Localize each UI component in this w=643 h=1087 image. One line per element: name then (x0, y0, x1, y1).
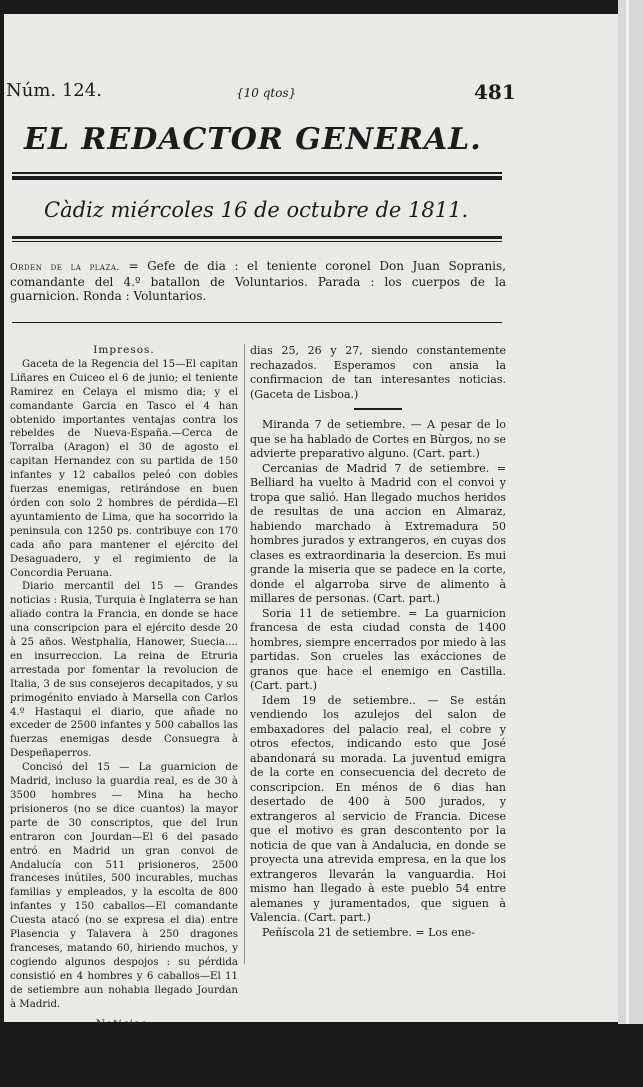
cercanias-madrid-paragraph: Cercanias de Madrid 7 de setiembre. = Belliard ha vuelto à Madrid con el convoi y tropa que salió. Han llegado muchos heridos de resultas de una accion en Almaraz, habiendo marchado à Extremadura 50 hombres jurados y extrangeros, en cuyas dos clases es extraordinaria la desercion. Es mui grande la miseria que se padece en la corte, donde el algarroba sirve de alimento à millares de personas. (Cart. part.) (250, 461, 506, 605)
page-number: 481 (474, 80, 516, 104)
conciso-paragraph: Concisó del 15 — La guarnicion de Madrid, incluso la guardia real, es de 30 à 3500 hombres — Mina ha hecho prisioneros (no se dice cuantos) la mayor parte de 30 conscriptos, que del Irun entraron con Jourdan—El 6 del pasado entró en Madrid un gran convoi de Andalucía con 511 prisioneros, 2500 franceses inútiles, 500 incurables, muchas familias y empleados, y la escolta de 800 infantes y 150 caballos—El comandante Cuesta atacó (no se expresa el dia) entre Plasencia y Talavera à 250 dragones franceses, matando 60, hiriendo muchos, y cogiendo algunos despojos : su pérdida consistió en 4 hombres y 6 caballos—El 11 de setiembre aun nohabia llegado Jourdan à Madrid. (10, 762, 238, 1010)
masthead-rule-thick (12, 176, 502, 180)
section-rule (12, 322, 502, 323)
orden-text: = Gefe de dia : el teniente coronel Don Juan Sopranis, comandante del 4.º batallon de Voluntarios. Parada : los cuerpos de la guarnicion. Ronda : Voluntarios. (10, 259, 506, 303)
scan-edge-highlight (626, 0, 629, 1024)
price-note: {10 qtos} (236, 86, 297, 100)
scan-edge (618, 0, 643, 1024)
lisboa-paragraph: Lisboa 5 de octubre. = Se han recibido cartas de Fuente Guinaldo y Quadrazaes, fechas del 25 y 29 de setiembre, en que se refiere haber atacado los enemigos en los (10, 1032, 238, 1086)
orden-de-la-plaza (10, 259, 506, 303)
gaceta-regencia-paragraph: Gaceta de la Regencia del 15—El capitan Liñares en Cuiceo el 6 de junio; el teniente Ramirez en Celaya el mismo dia; y el comandante Garcia en Tasco el 4 han obtenido importantes ventajas contra los rebeldes de Nueva-España.—Cerca de Torralba (Aragon) el 30 de agosto el capitan Hernandez con su partida de 150 infantes y 12 caballos peleó con dobles fuerzas enemigas, retirándose en buen órden con solo 2 hombres de pérdida—El ayuntamiento de Lima, que ha socorrido la peninsula con 1250 ps. contribuye con 170 cada año para mantener el ejército del Desaguadero, y el regimiento de la Concordia Peruana. (10, 358, 238, 579)
dateline-rule-thin (12, 241, 502, 242)
impresos-heading: Impresos. (93, 344, 155, 356)
peniscola-paragraph: Peñíscola 21 de setiembre. = Los ene- (262, 925, 476, 939)
noticias-heading: Noticias. (95, 1017, 153, 1030)
soria-paragraph: Soria 11 de setiembre. = La guarnicion francesa de esta ciudad consta de 1400 hombres, siempre encerrados por miedo à las partidas. Son crueles las exácciones de granos que hace el enemigo en Castilla. (Cart. part.) (250, 606, 506, 692)
idem-paragraph: Idem 19 de setiembre.. — Se están vendiendo los azulejos del salon de embaxadores del palacio real, el cobre y otros efectos, indicando esto que José abandonará su morada. La juventud emigra de la corte en consecuencia del decreto de conscripcion. En ménos de 6 dias han desertado de 400 à 500 jurados, y extrangeros al servicio de Francia. Dicese que el motivo es gran descontento por la noticia de que van à Andalucia, en donde se proyecta una atrevida empresa, en la que los extrangeros llevarán la vanguardia. Hoi mismo han llegado à este pueblo 54 entre alemanes y juramentados, que siguen à Valencia. (Cart. part.) (250, 693, 506, 924)
left-column (10, 344, 238, 1087)
masthead-title: EL REDACTOR GENERAL. (24, 122, 482, 157)
right-column (250, 344, 506, 940)
orden-label: Orden de la plaza. (10, 262, 120, 273)
miranda-paragraph: Miranda 7 de setiembre. — A pesar de lo que se ha hablado de Cortes en Bùrgos, no se advierte preparativo alguno. (Cart. part.) (250, 418, 506, 460)
column-divider (244, 344, 245, 964)
issue-number: Núm. 124. (6, 80, 102, 101)
lisboa-continuation: dias 25, 26 y 27, siendo constantemente rechazados. Esperamos con ansia la confirmacion de tan interesantes noticias. (Gaceta de Lisboa.) (250, 344, 506, 401)
masthead-rule-thin (12, 172, 502, 174)
diario-mercantil-paragraph: Diario mercantil del 15 — Grandes noticias : Rusia, Turquia è Inglaterra se han aliado contra la Francia, en donde se hace una conscripcion para el ejército desde 20 à 25 años. Westphalia, Hanower, Suecia.... en insurreccion. La reina de Etruria arrestada por fomentar la revolucion de Italia, 3 de sus consejeros decapitados, y su primogénito enviado à Marsella con Carlos 4.º Hastaqui el diario, que añade no exceder de 2500 infantes y 500 caballos las fuerzas enemigas desde Consuegra à Despeñaperros. (10, 581, 238, 760)
dateline-rule-thick (12, 236, 502, 239)
dateline: Càdiz miércoles 16 de octubre de 1811. (44, 198, 469, 222)
newspaper-page (4, 14, 618, 1086)
separator-rule (354, 408, 402, 410)
